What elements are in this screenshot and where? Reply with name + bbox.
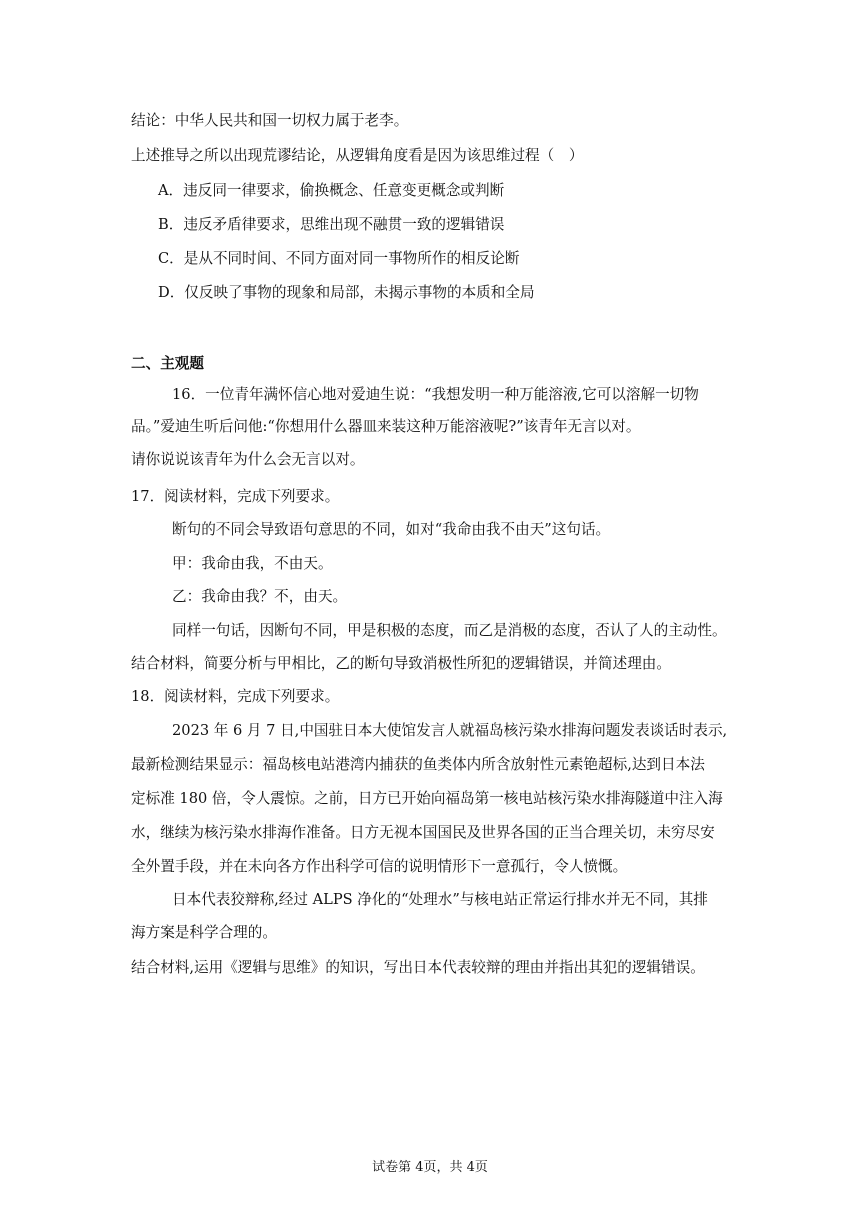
q15-option-a: A．违反同一律要求，偷换概念、任意变更概念或判断 xyxy=(158,182,505,199)
q18-para2-line-2: 海方案是科学合理的。 xyxy=(131,924,277,941)
q17-material-4: 同样一句话，因断句不同，甲是积极的态度，而乙是消极的态度，否认了人的主动性。 xyxy=(172,622,727,639)
q15-option-b: B．违反矛盾律要求，思维出现不融贯一致的逻辑错误 xyxy=(158,216,505,233)
q15-stem: 上述推导之所以出现荒谬结论，从逻辑角度看是因为该思维过程（ ） xyxy=(131,147,584,164)
q18-question: 结合材料,运用《逻辑与思维》的知识，写出日本代表较辩的理由并指出其犯的逻辑错误。 xyxy=(131,959,705,976)
q16-line-1: 16．一位青年满怀信心地对爱迪生说：“我想发明一种万能溶液,它可以溶解一切物 xyxy=(172,386,699,403)
section-title: 二、主观题 xyxy=(131,355,204,372)
q18-para1-line-1: 2023 年 6 月 7 日,中国驻日本大使馆发言人就福岛核污染水排海问题发表谈话时表示, xyxy=(172,722,728,739)
q17-material-3: 乙：我命由我？不，由天。 xyxy=(172,588,348,605)
q15-option-c: C．是从不同时间、不同方面对同一事物所作的相反论断 xyxy=(158,250,520,267)
q15-conclusion: 结论：中华人民共和国一切权力属于老李。 xyxy=(131,112,409,129)
q15-option-d: D．仅反映了事物的现象和局部，未揭示事物的本质和全局 xyxy=(158,284,535,301)
q16-line-2: 品。”爱迪生听后问他:“你想用什么器皿来装这种万能溶液呢?”该青年无言以对。 xyxy=(131,418,641,435)
q17-material-2: 甲：我命由我，不由天。 xyxy=(172,555,333,572)
page-footer: 试卷第 4页，共 4页 xyxy=(372,1160,488,1175)
q18-title: 18．阅读材料，完成下列要求。 xyxy=(131,688,340,705)
q16-question: 请你说说该青年为什么会无言以对。 xyxy=(131,451,365,468)
q18-para2-line-1: 日本代表狡辩称,经过 ALPS 净化的“处理水”与核电站正常运行排水并无不同，其排 xyxy=(172,891,708,908)
q18-para1-line-3: 定标准 180 倍，令人震惊。之前，日方已开始向福岛第一核电站核污染水排海隧道中注入海 xyxy=(131,790,723,807)
q18-para1-line-4: 水，继续为核污染水排海作准备。日方无视本国国民及世界各国的正当合理关切，未穷尽安 xyxy=(131,824,715,841)
q17-material-1: 断句的不同会导致语句意思的不同，如对“我命由我不由天”这句话。 xyxy=(172,521,611,538)
q17-title: 17．阅读材料，完成下列要求。 xyxy=(131,488,340,505)
q18-para1-line-5: 全外置手段，并在未向各方作出科学可信的说明情形下一意孤行，令人愤慨。 xyxy=(131,858,628,875)
q17-question: 结合材料，简要分析与甲相比，乙的断句导致消极性所犯的逻辑错误，并简述理由。 xyxy=(131,655,671,672)
q18-para1-line-2: 最新检测结果显示：福岛核电站港湾内捕获的鱼类体内所含放射性元素铯超标,达到日本法 xyxy=(131,756,705,773)
